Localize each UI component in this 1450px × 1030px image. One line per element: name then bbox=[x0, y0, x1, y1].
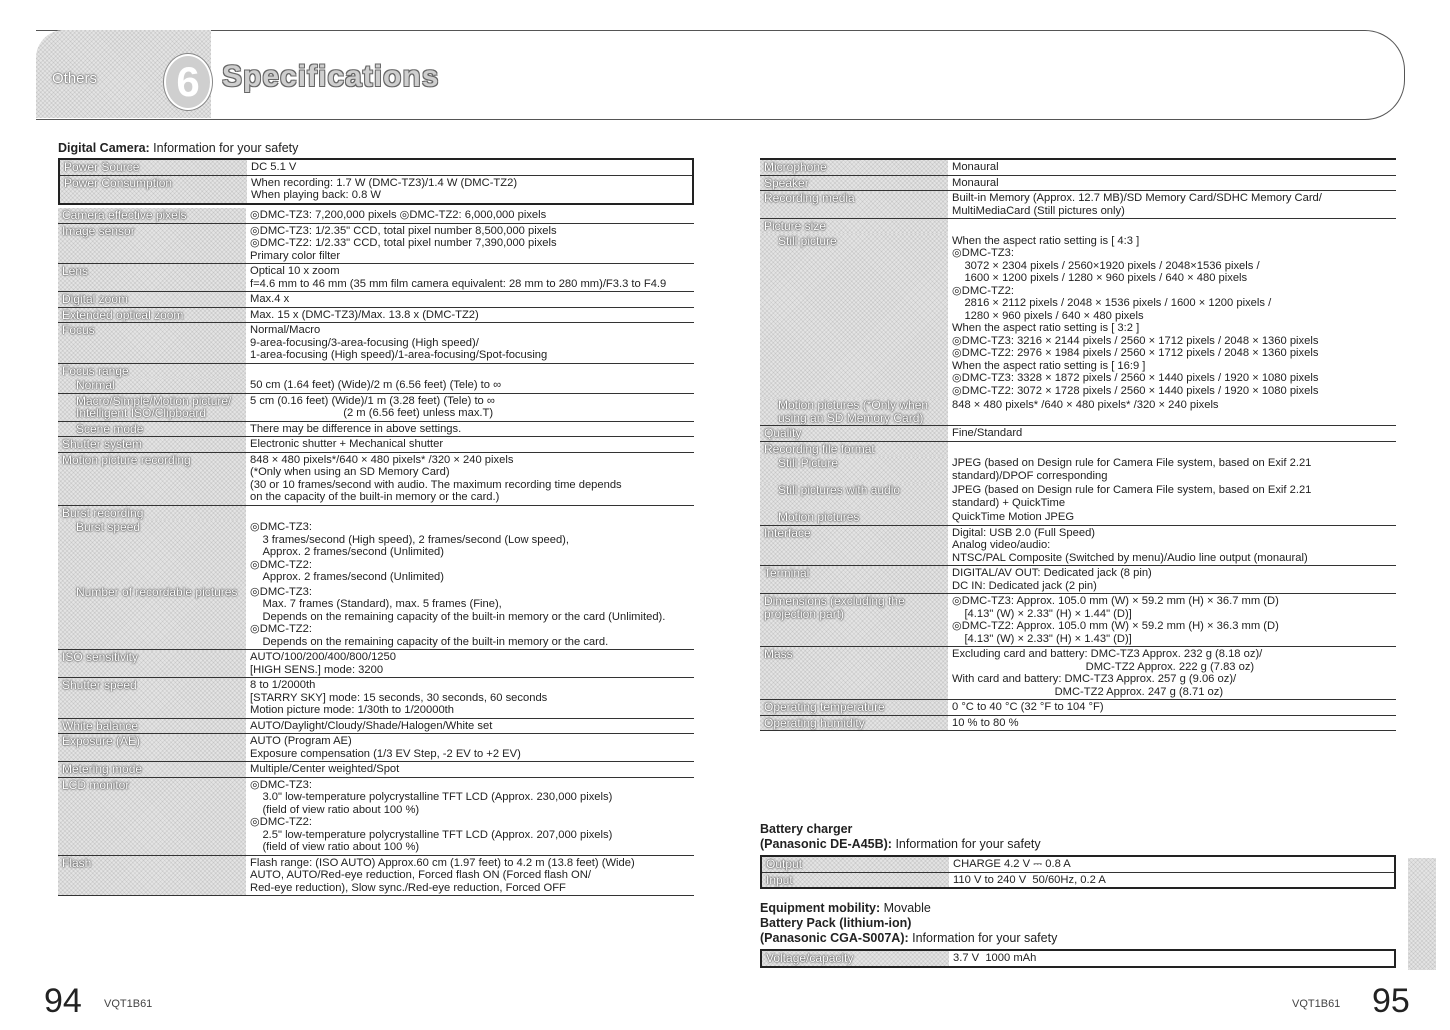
spec-value: ◎DMC-TZ3: Approx. 105.0 mm (W) × 59.2 mm (H) × 36.7 mm (D) [4.13" (W) × 2.33" (H) × 1.44" (D)] ◎DMC-TZ2: Approx. 105.0 mm (W) × 59.2 mm (H) × 36.3 mm (D) [4.13" (W) × 2.33" (H) × 1.43" (D)] bbox=[952, 595, 1279, 645]
spec-row bbox=[760, 441, 1396, 456]
model-code-left: VQT1B61 bbox=[104, 998, 153, 1010]
spec-row bbox=[58, 437, 694, 453]
spec-row bbox=[58, 378, 694, 393]
battery-spec-table bbox=[760, 949, 1396, 968]
spec-label: Voltage/capacity bbox=[761, 950, 949, 967]
spec-value: Max.4 x bbox=[250, 293, 290, 305]
spec-row bbox=[58, 855, 694, 896]
spec-label: Lens bbox=[58, 264, 246, 292]
spec-label: Focus range bbox=[58, 363, 246, 378]
spec-row bbox=[760, 191, 1396, 219]
spec-row bbox=[761, 950, 1395, 967]
spec-label: Number of recordable pictures bbox=[58, 585, 246, 650]
page-number-right: 95 bbox=[1372, 982, 1410, 1020]
battery-model: (Panasonic CGA-S007A): Information for your safety bbox=[760, 931, 1058, 945]
equipment-mobility: Equipment mobility: Movable bbox=[760, 901, 931, 915]
page-edge-tab bbox=[1408, 858, 1436, 970]
spec-label: Mass bbox=[760, 647, 948, 700]
spec-row bbox=[760, 219, 1396, 234]
spec-row bbox=[58, 505, 694, 520]
battery-heading: Battery Pack (lithium-ion) bbox=[760, 916, 912, 930]
spec-row bbox=[760, 159, 1396, 175]
spec-row bbox=[760, 175, 1396, 191]
spec-value: Excluding card and battery: DMC-TZ3 Approx. 232 g (8.18 oz)/ DMC-TZ2 Approx. 222 g (7.83 oz) With card and battery: DMC-TZ3 Approx. 257 g (9.06 oz)/ DMC-TZ2 Approx. 247 g (8.71 oz) bbox=[952, 648, 1263, 698]
spec-value bbox=[948, 219, 1396, 234]
spec-label: Operating temperature bbox=[760, 700, 948, 716]
spec-label: Flash bbox=[58, 855, 246, 896]
spec-value: JPEG (based on Design rule for Camera File system, based on Exif 2.21 standard) + QuickTime bbox=[952, 484, 1312, 509]
spec-value: JPEG (based on Design rule for Camera File system, based on Exif 2.21 standard)/DPOF corresponding bbox=[952, 457, 1312, 482]
spec-row bbox=[59, 175, 693, 204]
spec-label: Recording file format bbox=[760, 441, 948, 456]
spec-value: ◎DMC-TZ3: 1/2.35" CCD, total pixel number 8,500,000 pixels ◎DMC-TZ2: 1/2.33" CCD, total pixel number 7,390,000 pixels Primary color filter bbox=[250, 224, 557, 262]
spec-label: Image sensor bbox=[58, 223, 246, 264]
spec-label: Terminal bbox=[760, 566, 948, 594]
spec-value bbox=[246, 505, 694, 520]
spec-row bbox=[760, 700, 1396, 716]
spec-value: AUTO (Program AE) Exposure compensation (1/3 EV Step, -2 EV to +2 EV) bbox=[250, 735, 521, 760]
spec-value: Electronic shutter + Mechanical shutter bbox=[250, 438, 444, 450]
spec-value: 110 V to 240 V 50/60Hz, 0.2 A bbox=[953, 873, 1106, 886]
spec-value: 50 cm (1.64 feet) (Wide)/2 m (6.56 feet) (Tele) to ∞ bbox=[250, 379, 502, 391]
spec-row bbox=[58, 223, 694, 264]
spec-label: Still Picture bbox=[760, 456, 948, 483]
spec-value: Flash range: (ISO AUTO) Approx.60 cm (1.97 feet) to 4.2 m (13.8 feet) (Wide) AUTO, AUTO/Red-eye reduction, Forced flash ON (Forced flash ON/ Red-eye reduction), Slow sync./Red-eye reduction, Forced OFF bbox=[250, 856, 635, 894]
spec-row bbox=[760, 647, 1396, 700]
camera-spec-table bbox=[58, 208, 694, 896]
spec-value: There may be difference in above settings. bbox=[250, 422, 462, 435]
charger-model: (Panasonic DE-A45B): Information for your safety bbox=[760, 837, 1041, 851]
spec-label: Microphone bbox=[760, 159, 948, 175]
spec-label: Exposure (AE) bbox=[58, 734, 246, 762]
spec-label: LCD monitor bbox=[58, 777, 246, 855]
spec-label: Metering mode bbox=[58, 762, 246, 778]
spec-row bbox=[760, 525, 1396, 566]
spec-row bbox=[58, 734, 694, 762]
spec-label: White balance bbox=[58, 718, 246, 734]
spec-row bbox=[760, 566, 1396, 594]
spec-value: 10 % to 80 % bbox=[952, 716, 1019, 729]
spec-label: Picture size bbox=[760, 219, 948, 234]
spec-value: CHARGE 4.2 V ⎓ 0.8 A bbox=[953, 858, 1071, 870]
spec-row bbox=[58, 452, 694, 505]
spec-row bbox=[58, 393, 694, 421]
spec-label: Power Consumption bbox=[59, 175, 247, 204]
spec-label: Speaker bbox=[760, 175, 948, 191]
spec-label: Motion pictures (*Only when using an SD Memory Card) bbox=[760, 398, 948, 426]
spec-label: ISO sensitivity bbox=[58, 650, 246, 678]
spec-value: ◎DMC-TZ3: 7,200,000 pixels ◎DMC-TZ2: 6,000,000 pixels bbox=[250, 209, 547, 221]
spec-row bbox=[58, 585, 694, 650]
spec-row bbox=[58, 307, 694, 323]
spec-value: Built-in Memory (Approx. 12.7 MB)/SD Memory Card/SDHC Memory Card/ MultiMediaCard (Still pictures only) bbox=[952, 192, 1322, 217]
spec-value: Monaural bbox=[952, 161, 999, 173]
spec-value: ◎DMC-TZ3: 3.0" low-temperature polycrystalline TFT LCD (Approx. 230,000 pixels) (field of view ratio about 100 %) ◎DMC-TZ2: 2.5" low-temperature polycrystalline TFT LCD (Approx. 207,000 pixels) (field of view ratio about 100 %) bbox=[250, 778, 613, 853]
spec-value bbox=[948, 441, 1396, 456]
spec-value: Monaural bbox=[952, 176, 999, 189]
power-spec-table bbox=[58, 158, 694, 205]
spec-row bbox=[58, 678, 694, 719]
spec-label: Normal bbox=[58, 378, 246, 393]
spec-row bbox=[760, 715, 1396, 731]
spec-label: Macro/Simple/Motion picture/ Intelligent ISO/Clipboard bbox=[58, 393, 246, 421]
spec-row bbox=[58, 650, 694, 678]
spec-value: Max. 15 x (DMC-TZ3)/Max. 13.8 x (DMC-TZ2) bbox=[250, 308, 479, 321]
spec-value: QuickTime Motion JPEG bbox=[952, 511, 1075, 523]
spec-row bbox=[761, 872, 1395, 888]
spec-label: Recording media bbox=[760, 191, 948, 219]
spec-row bbox=[760, 510, 1396, 525]
spec-value: ◎DMC-TZ3: Max. 7 frames (Standard), max. 5 frames (Fine), Depends on the remaining capacity of the built-in memory or the card (Unlimited). ◎DMC-TZ2: Depends on the remaining capacity of the built-in memory or the card. bbox=[250, 585, 666, 648]
spec-label: Dimensions (excluding the projection part) bbox=[760, 594, 948, 647]
charger-heading: Battery charger bbox=[760, 822, 853, 836]
spec-row bbox=[58, 208, 694, 223]
spec-label: Shutter system bbox=[58, 437, 246, 453]
spec-value: When recording: 1.7 W (DMC-TZ3)/1.4 W (DMC-TZ2) When playing back: 0.8 W bbox=[251, 176, 518, 201]
spec-value: 5 cm (0.16 feet) (Wide)/1 m (3.28 feet) (Tele) to ∞ (2 m (6.56 feet) unless max.T) bbox=[250, 394, 495, 419]
spec-value: DC 5.1 V bbox=[251, 161, 297, 173]
spec-row bbox=[58, 363, 694, 378]
spec-row bbox=[58, 520, 694, 585]
spec-row bbox=[58, 762, 694, 778]
spec-value: 3.7 V 1000 mAh bbox=[953, 952, 1037, 964]
spec-value: AUTO/100/200/400/800/1250 [HIGH SENS.] mode: 3200 bbox=[250, 651, 396, 676]
spec-label: Scene mode bbox=[58, 421, 246, 437]
spec-row bbox=[760, 426, 1396, 442]
spec-row bbox=[58, 718, 694, 734]
spec-value: 848 × 480 pixels*/640 × 480 pixels* /320 × 240 pixels (*Only when using an SD Memory Card) (30 or 10 frames/second with audio. The maximum recording time depends on the capacity of the built-in memory or the card.) bbox=[250, 453, 622, 503]
spec-label: Shutter speed bbox=[58, 678, 246, 719]
digital-camera-heading: Digital Camera: Information for your safety bbox=[58, 141, 299, 155]
camera-spec-table-continued bbox=[760, 158, 1396, 731]
chapter-label: Others bbox=[52, 70, 98, 87]
spec-value: Fine/Standard bbox=[952, 427, 1023, 439]
spec-row bbox=[760, 483, 1396, 510]
spec-label: Power Source bbox=[59, 159, 247, 175]
spec-label: Focus bbox=[58, 323, 246, 364]
spec-row bbox=[760, 594, 1396, 647]
spec-label: Burst speed bbox=[58, 520, 246, 585]
spec-row bbox=[58, 292, 694, 308]
spec-value: When the aspect ratio setting is [ 4:3 ] ◎DMC-TZ3: 3072 × 2304 pixels / 2560×1920 pixels / 2048×1536 pixels / 1600 × 1200 pixels / 1280 × 960 pixels / 640 × 480 pixels ◎DMC-TZ2: 2816 × 2112 pixels / 2048 × 1536 pixels / 1600 × 1200 pixels / 1280 × 960 pixels / 640 × 480 pixels When the aspect ratio setting is [ 3:2 ] ◎DMC-TZ3: 3216 × 2144 pixels / 2560 × 1712 pixels / 2048 × 1360 pixels ◎DMC-TZ2: 2976 × 1984 pixels / 2560 × 1712 pixels / 2048 × 1360 pixels When the aspect ratio setting is [ 16:9 ] ◎DMC-TZ3: 3328 × 1872 pixels / 2560 × 1440 pixels / 1920 × 1080 pixels ◎DMC-TZ2: 3072 × 1728 pixels / 2560 × 1440 pixels / 1920 × 1080 pixels bbox=[952, 234, 1319, 397]
spec-label: Camera effective pixels bbox=[58, 208, 246, 223]
spec-value: Optical 10 x zoom f=4.6 mm to 46 mm (35 mm film camera equivalent: 28 mm to 280 mm)/F3.3 to F4.9 bbox=[250, 265, 667, 290]
spec-label: Input bbox=[761, 872, 949, 888]
spec-row bbox=[58, 323, 694, 364]
spec-label: Motion pictures bbox=[760, 510, 948, 525]
chapter-number-badge: 6 bbox=[164, 54, 212, 110]
spec-label: Burst recording bbox=[58, 505, 246, 520]
spec-value: Normal/Macro 9-area-focusing/3-area-focusing (High speed)/ 1-area-focusing (High speed)/1-area-focusing/Spot-focusing bbox=[250, 324, 548, 361]
spec-row bbox=[760, 456, 1396, 483]
model-code-right: VQT1B61 bbox=[1292, 998, 1341, 1010]
spec-value: AUTO/Daylight/Cloudy/Shade/Halogen/White set bbox=[250, 719, 493, 732]
spec-row bbox=[59, 159, 693, 175]
spec-value: 0 °C to 40 °C (32 °F to 104 °F) bbox=[952, 701, 1104, 713]
spec-label: Output bbox=[761, 856, 949, 872]
page-title: Specifications bbox=[222, 60, 440, 93]
spec-label: Still picture bbox=[760, 234, 948, 399]
spec-row bbox=[58, 264, 694, 292]
spec-value: 8 to 1/2000th [STARRY SKY] mode: 15 seconds, 30 seconds, 60 seconds Motion picture mode: 1/30th to 1/20000th bbox=[250, 679, 548, 716]
spec-label: Digital zoom bbox=[58, 292, 246, 308]
spec-value bbox=[246, 363, 694, 378]
spec-value: DIGITAL/AV OUT: Dedicated jack (8 pin) DC IN: Dedicated jack (2 pin) bbox=[952, 567, 1152, 592]
spec-row bbox=[760, 398, 1396, 426]
spec-value: Multiple/Center weighted/Spot bbox=[250, 763, 400, 775]
spec-label: Motion picture recording bbox=[58, 452, 246, 505]
spec-label: Extended optical zoom bbox=[58, 307, 246, 323]
spec-row bbox=[761, 856, 1395, 872]
spec-row bbox=[58, 421, 694, 437]
spec-label: Quality bbox=[760, 426, 948, 442]
spec-label: Operating humidity bbox=[760, 715, 948, 731]
spec-value: ◎DMC-TZ3: 3 frames/second (High speed), 2 frames/second (Low speed), Approx. 2 frames/second (Unlimited) ◎DMC-TZ2: Approx. 2 frames/second (Unlimited) bbox=[250, 521, 570, 583]
spec-value: Digital: USB 2.0 (Full Speed) Analog video/audio: NTSC/PAL Composite (Switched by menu)/Audio line output (monaural) bbox=[952, 526, 1308, 564]
spec-row bbox=[58, 777, 694, 855]
page-number-left: 94 bbox=[44, 982, 82, 1020]
spec-label: Interface bbox=[760, 525, 948, 566]
spec-label: Still pictures with audio bbox=[760, 483, 948, 510]
spec-value: 848 × 480 pixels* /640 × 480 pixels* /320 × 240 pixels bbox=[952, 399, 1219, 411]
charger-spec-table bbox=[760, 855, 1396, 889]
spec-row bbox=[760, 234, 1396, 399]
